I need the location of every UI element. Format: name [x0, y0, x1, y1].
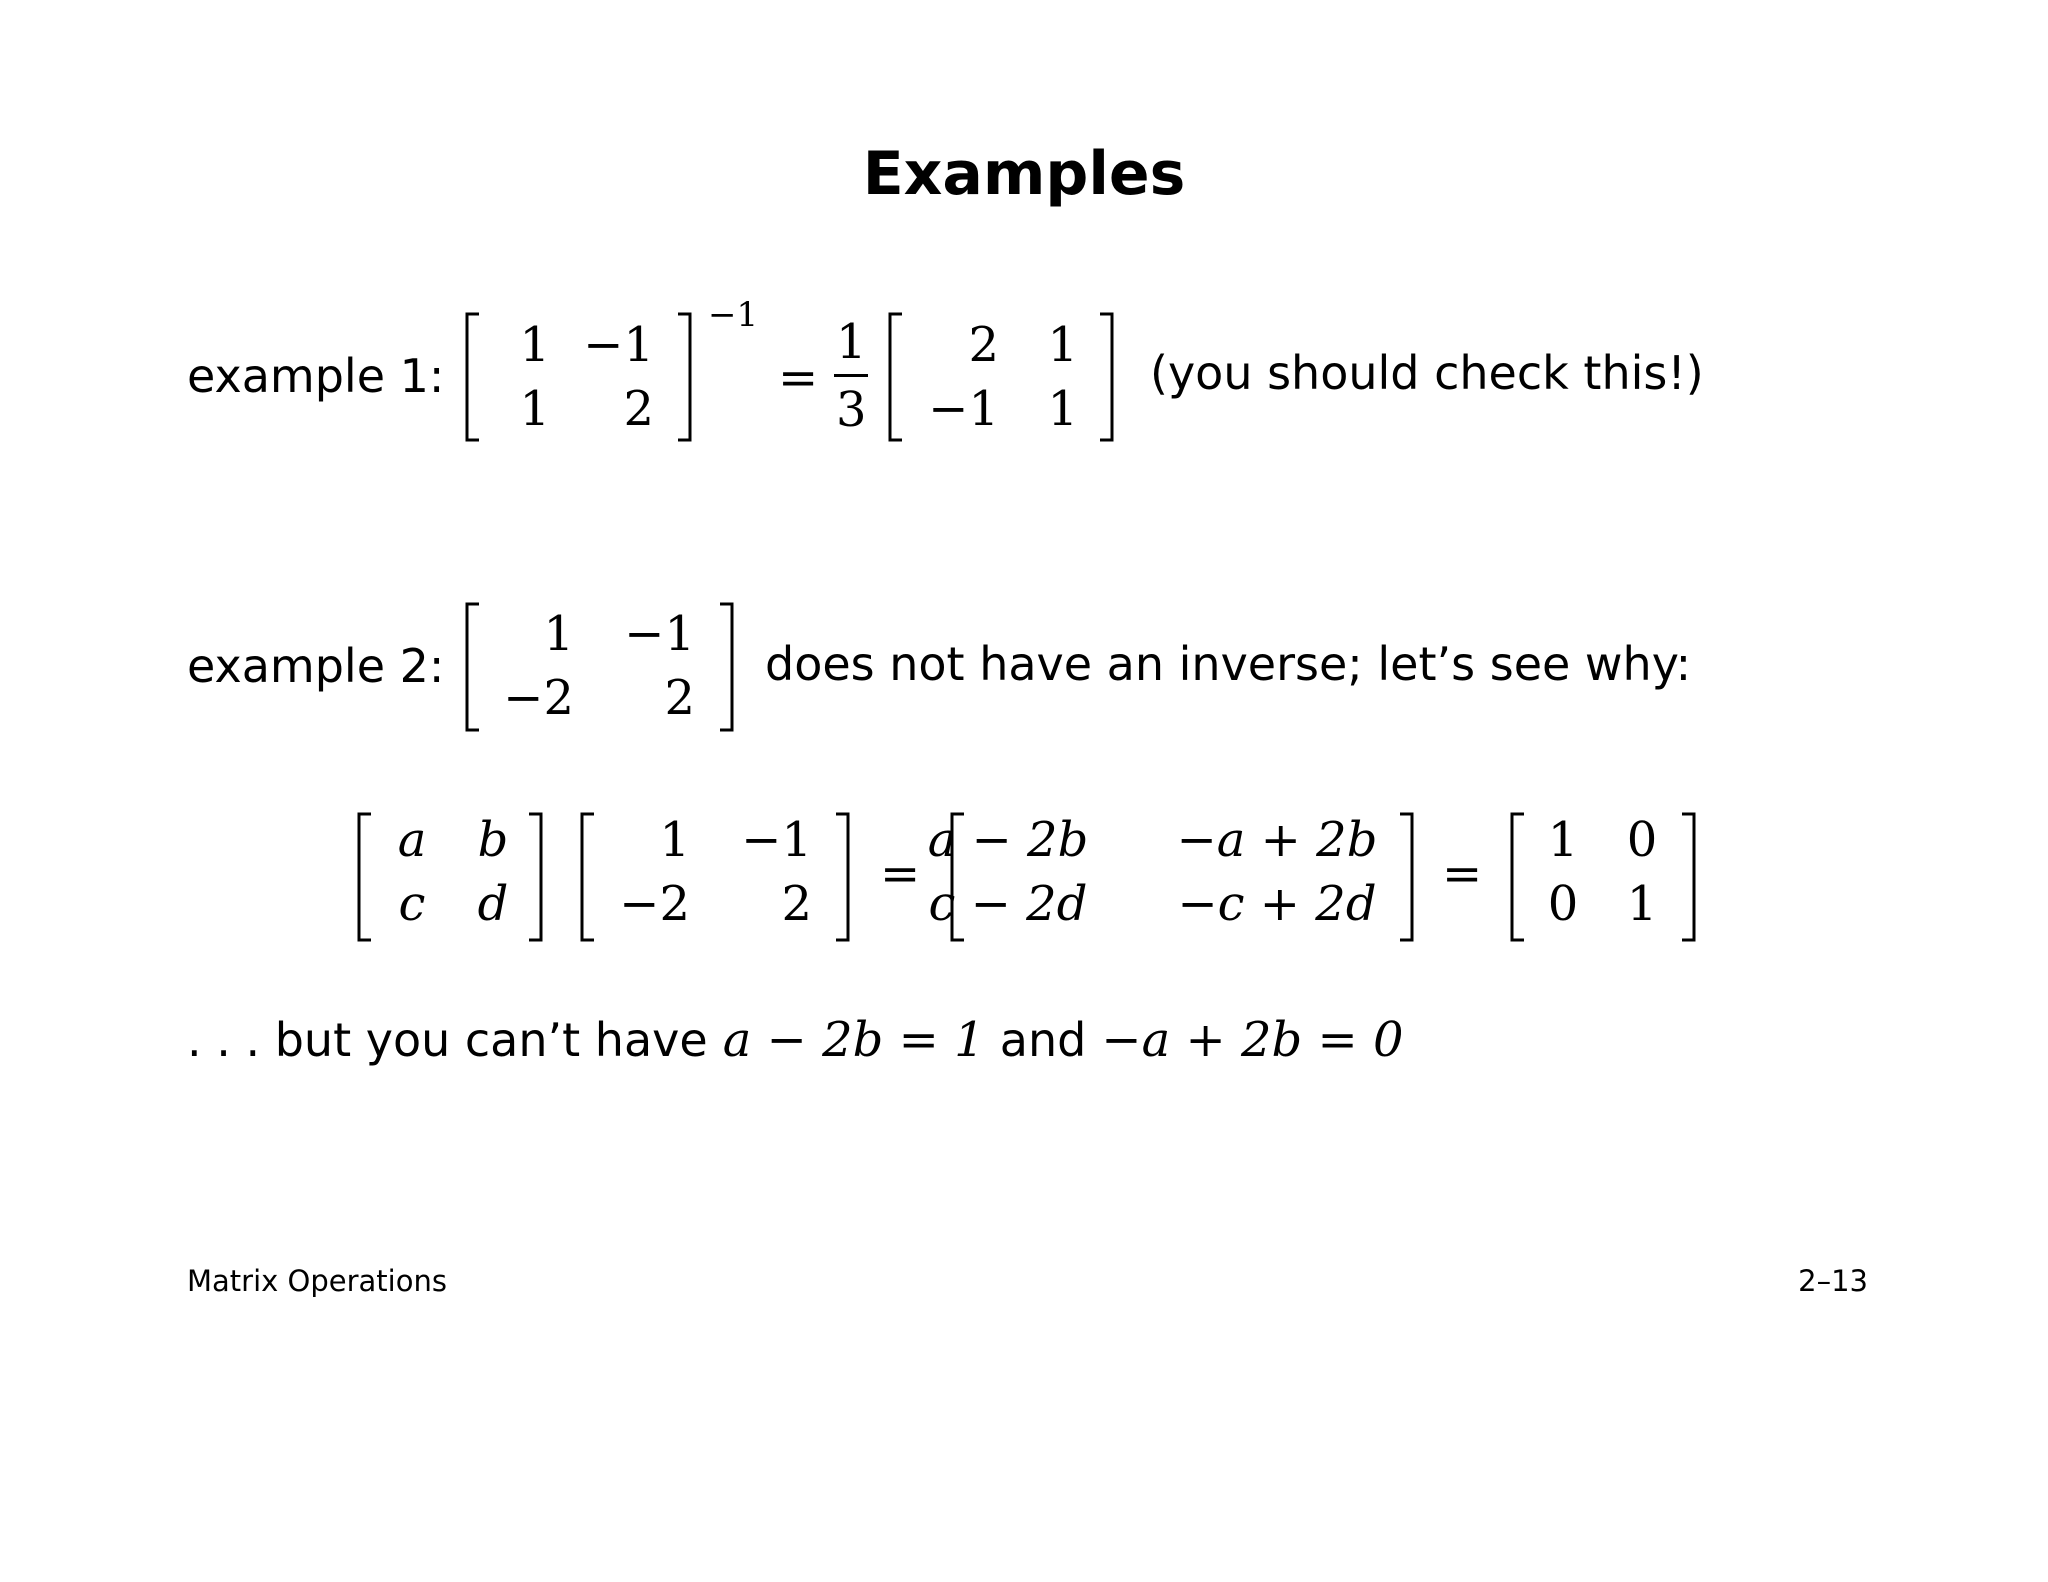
conclusion-expression-2: −a + 2b = 0 [1101, 1012, 1404, 1068]
matrix-cell: −1 [624, 606, 695, 662]
matrix-cell: −2 [503, 670, 574, 726]
matrix-cell: 0 [1547, 876, 1579, 932]
matrix-cell: a − 2b [927, 812, 1089, 868]
right-bracket [718, 602, 738, 732]
matrix-cell: 2 [968, 317, 999, 373]
matrix-cell: 2 [664, 670, 695, 726]
matrix-cell: 1 [1547, 812, 1579, 868]
matrix-cell: −1 [741, 812, 812, 868]
example-1-label: example 1: [187, 349, 445, 403]
matrix-cell: 1 [1626, 876, 1658, 932]
matrix-cell: −1 [583, 317, 654, 373]
matrix-cell: 1 [543, 606, 574, 662]
matrix-cell: −c + 2d [1177, 876, 1377, 932]
matrix-cell: 1 [1047, 317, 1078, 373]
right-bracket [834, 812, 854, 942]
conclusion-expression-1: a − 2b = 1 [722, 1012, 985, 1068]
right-bracket [1098, 312, 1118, 442]
right-bracket [676, 312, 696, 442]
equals-sign: = [778, 350, 819, 406]
equals-sign: = [880, 846, 921, 902]
matrix-cell: b [477, 812, 509, 868]
matrix-cell: −2 [619, 876, 690, 932]
footer-left: Matrix Operations [187, 1264, 447, 1298]
matrix-cell: c − 2d [928, 876, 1088, 932]
matrix-cell: 1 [1047, 381, 1078, 437]
conclusion-line [187, 1012, 1404, 1068]
matrix-cell: −a + 2b [1176, 812, 1378, 868]
matrix-cell: 2 [623, 381, 654, 437]
matrix-cell: a [397, 812, 427, 868]
fraction-denominator: 3 [836, 382, 867, 438]
matrix-cell: 0 [1626, 812, 1658, 868]
matrix-cell: 1 [519, 381, 550, 437]
matrix-cell: 1 [519, 317, 550, 373]
matrix-cell: d [477, 876, 509, 932]
footer-page-number: 2–13 [1798, 1264, 1868, 1298]
matrix-cell: 2 [781, 876, 812, 932]
fraction-numerator: 1 [836, 314, 867, 370]
fraction-bar [834, 374, 868, 377]
example-2-text: does not have an inverse; let’s see why: [765, 637, 1692, 691]
matrix-cell: c [398, 876, 426, 932]
conclusion-prefix: . . . but you can’t have [187, 1013, 708, 1067]
equals-sign: = [1442, 846, 1483, 902]
right-bracket [1398, 812, 1418, 942]
check-note: (you should check this!) [1150, 346, 1704, 400]
inverse-exponent: −1 [708, 295, 759, 335]
example-2-label: example 2: [187, 639, 445, 693]
page-title: Examples [862, 139, 1186, 209]
conclusion-and: and [999, 1013, 1087, 1067]
right-bracket [1680, 812, 1700, 942]
matrix-cell: 1 [659, 812, 690, 868]
matrix-cell: −1 [928, 381, 999, 437]
